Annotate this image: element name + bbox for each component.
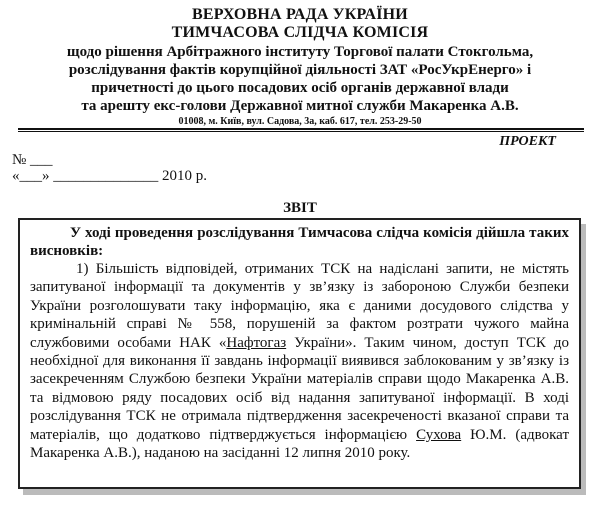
- document-date-line: «___» ______________ 2010 р.: [12, 168, 207, 184]
- finding-text-part-b: України». Таким чином, доступ ТСК до необхідної для виконання її завдань інформації виявився заблокованим у зв’язку із засекреченням Службою безпеки України матеріалів справи щодо Макаренка А.В. та відмовою ряду посадових осіб від надання запитуваної інформації. В ході розслідування ТСК не отримала підтвердження засекреченості вказаної справи та матеріалів, що додатково підтверджується інформацією: [30, 334, 569, 443]
- naftogaz-underlined: Нафтогаз: [226, 334, 287, 351]
- finding-text-part-a: 1) Більшість відповідей, отриманих ТСК на надіслані запити, не містять запитуваної інформації та документів у зв’язку із забороною Служби безпеки України розголошувати таку інформацію, яка є даними досудового слідства у кримінальній справі № 558, порушеній за фактом розтрати чужого майна службовими особами НАК «: [30, 261, 569, 351]
- header-parliament: ВЕРХОВНА РАДА УКРАЇНИ: [192, 6, 408, 23]
- header-subject-line-4: та арешту екс-голови Державної митної служби Макаренка А.В.: [81, 98, 519, 114]
- header-subject-line-2: розслідування фактів корупційної діяльності ЗАТ «РосУкрЕнерго» і: [68, 62, 532, 78]
- findings-box: [18, 218, 581, 489]
- finding-paragraph-1: [30, 260, 569, 462]
- header-subject-line-1: щодо рішення Арбітражного інституту Торгової палати Стокгольма,: [66, 44, 534, 60]
- findings-intro: У ході проведення розслідування Тимчасова слідча комісія дійшла таких висновків:: [30, 225, 569, 259]
- header-address: 01008, м. Київ, вул. Садова, 3а, каб. 617, тел. 253-29-50: [178, 116, 422, 127]
- document-number-line: № ___: [12, 152, 53, 168]
- finding-text-part-c: Ю.М. (адвокат Макаренка А.В.), наданою на засіданні 12 липня 2010 року.: [30, 426, 569, 462]
- sukhov-underlined: Сухова: [416, 426, 462, 443]
- header-subject-line-3: причетності до цього посадових осіб органів державної влади: [91, 80, 509, 96]
- header-commission: ТИМЧАСОВА СЛІДЧА КОМІСІЯ: [171, 24, 429, 41]
- report-title: ЗВІТ: [283, 200, 317, 216]
- project-label: ПРОЕКТ: [499, 134, 556, 149]
- header-divider-thin: [18, 131, 584, 132]
- header-divider-thick: [18, 128, 584, 130]
